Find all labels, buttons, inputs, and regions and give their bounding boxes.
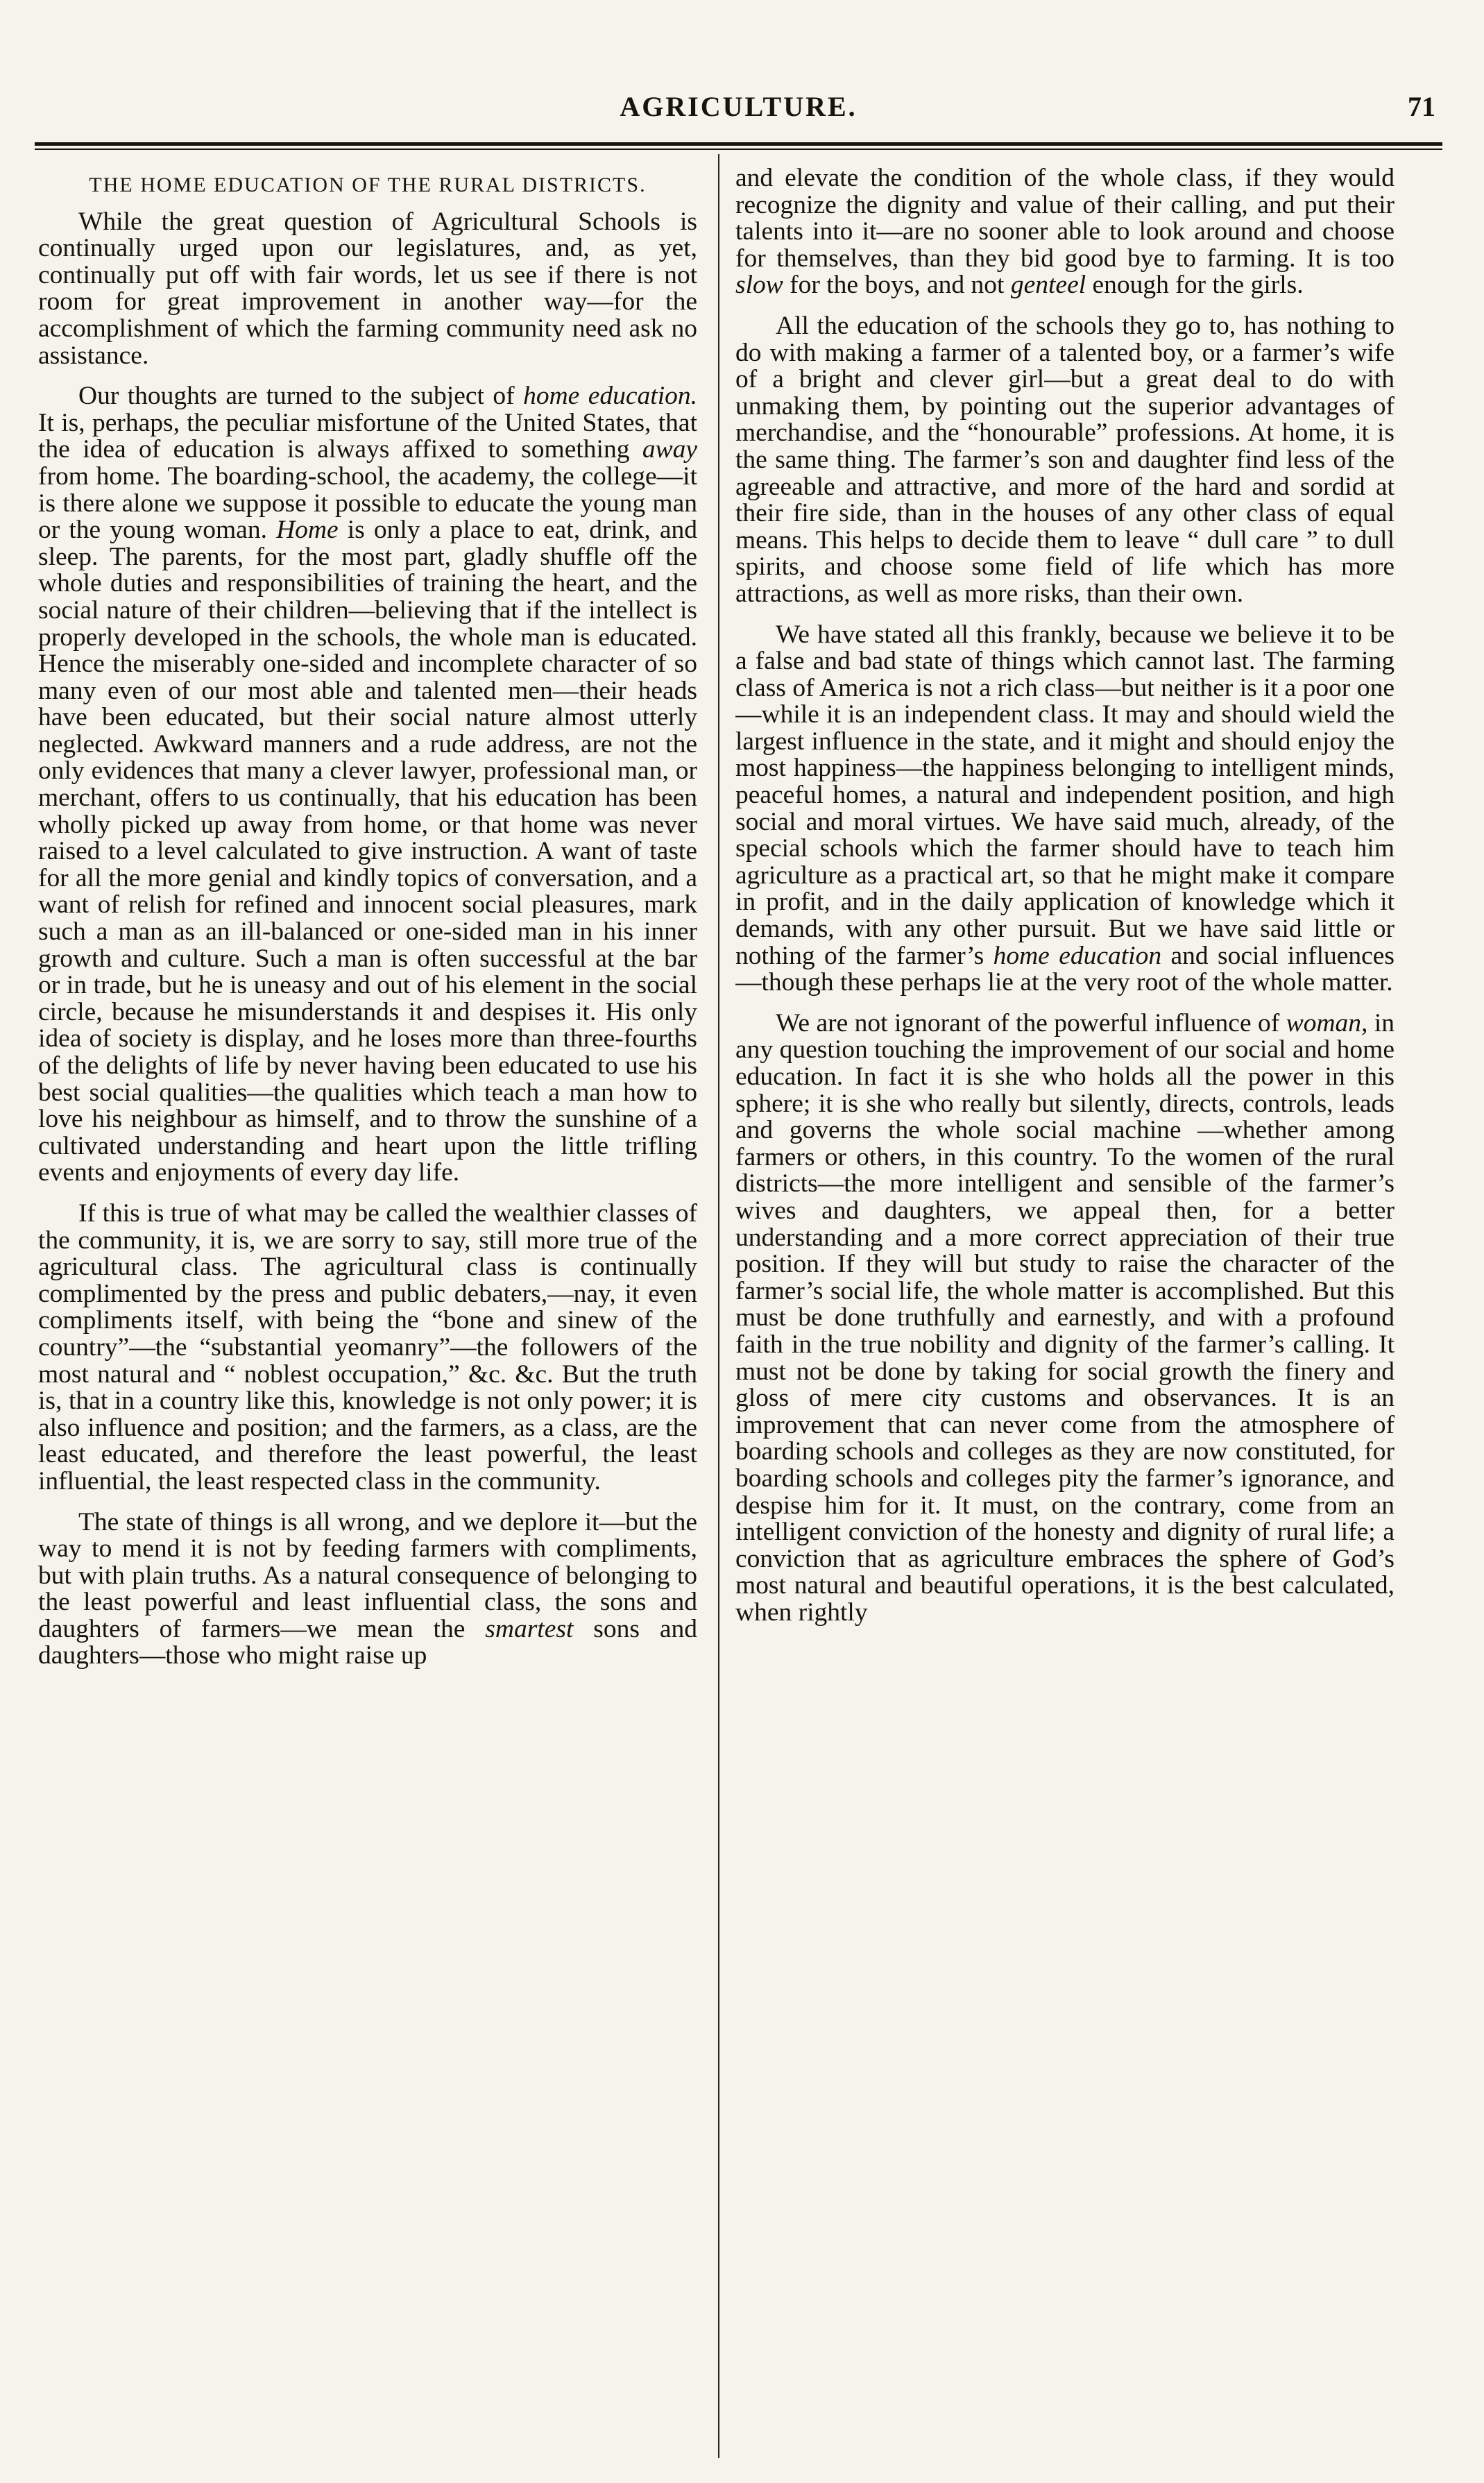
article-heading: THE HOME EDUCATION OF THE RURAL DISTRICTS. (89, 173, 647, 196)
running-title: AGRICULTURE. (620, 91, 858, 122)
header-rule-thick (35, 142, 1442, 146)
right-paragraph-3: We have stated all this frankly, because we believe it to be a false and bad state of things which cannot last. The farming class of America is not a rich class—but neither is it a poor one—while it is an independent class. It may and should wield the largest influence in the state, and it might and should enjoy the most happiness—the happiness belonging to intelligent minds, peaceful homes, a natural and independent position, and high social and moral virtues. We have said much, already, of the special schools which the farmer should have to teach him agriculture as a practical art, so that he might make it compare in profit, and in the daily application of knowledge which it demands, with any other pursuit. But we have said little or nothing of the farmer’s home education and social influences—though these perhaps lie at the very root of the whole matter. (735, 620, 1395, 997)
left-paragraph-4: The state of things is all wrong, and we deplore it—but the way to mend it is not by feeding farmers with compliments, but with plain truths. As a natural consequence of belonging to the least powerful and least influential class, the sons and daughters of farmers—we mean the smartest sons and daughters—those who might raise up (38, 1507, 697, 1670)
right-column (735, 165, 1395, 2469)
left-paragraph-3: If this is true of what may be called the wealthier classes of the community, it is, we are sorry to say, still more true of the agricultural class. The agricultural class is continually complimented by the press and public debaters,—nay, it even compliments itself, with being the “bone and sinew of the country”—the “substantial yeomanry”—the followers of the most natural and “ noblest occupation,” &c. &c. But the truth is, that in a country like this, knowledge is not only power; it is also influence and position; and the farmers, as a class, are the least educated, and therefore the least powerful, the least influential, the least respected class in the community. (38, 1198, 697, 1495)
left-paragraph-1: While the great question of Agricultural Schools is continually urged upon our legislatures, and, as yet, continually put off with fair words, let us see if there is not room for great improvement in another way—for the accomplishment of which the farming community need ask no assistance. (38, 207, 697, 370)
right-paragraph-4: We are not ignorant of the powerful influence of woman, in any question touching the improvement of our social and home education. In fact it is she who holds all the power in this sphere; it is she who really but silently, directs, controls, leads and governs the whole social machine —whether among farmers or others, in this country. To the women of the rural districts—the more intelligent and sensible of the farmer’s wives and daughters, we appeal then, for a better understanding and a more correct appreciation of their true position. If they will but study to raise the character of the farmer’s social life, the whole matter is accomplished. But this must be done truthfully and earnestly, and with a profound faith in the true nobility and dignity of the farmer’s calling. It must not be done by taking for social growth the finery and gloss of mere city customs and observances. It is an improvement that can never come from the atmosphere of boarding schools and colleges as they are now constituted, for boarding schools and colleges pity the farmer’s ignorance, and despise him for it. It must, on the contrary, come from an intelligent conviction of the honesty and dignity of rural life; a conviction that as agriculture embraces the sphere of God’s most natural and beautiful operations, it is the best calculated, when rightly (735, 1008, 1395, 1627)
header-rule-thin (35, 149, 1442, 150)
right-paragraph-2: All the education of the schools they go to, has nothing to do with making a farmer of a talented boy, or a farmer’s wife of a bright and clever girl—but a great deal to do with unmaking them, by pointing out the superior advantages of merchandise, and the “honourable” professions. At home, it is the same thing. The farmer’s son and daughter find less of the agreeable and attractive, and more of the hard and sordid at their fire side, than in the houses of any other class of equal means. This helps to decide them to leave “ dull care ” to dull spirits, and choose some field of life which has more attractions, as well as more risks, than their own. (735, 311, 1395, 608)
page-number: 71 (1408, 91, 1435, 122)
left-paragraph-2: Our thoughts are turned to the subject of home education. It is, perhaps, the peculiar misfortune of the United States, that the idea of education is always affixed to something away from home. The boarding-school, the academy, the college—it is there alone we suppose it possible to educate the young man or the young woman. Home is only a place to eat, drink, and sleep. The parents, for the most part, gladly shuffle off the whole duties and responsibilities of training the heart, and the social nature of their children—believing that if the intellect is properly developed in the schools, the whole man is educated. Hence the miserably one-sided and incomplete character of so many even of our most able and talented men—their heads have been educated, but their social nature almost utterly neglected. Awkward manners and a rude address, are not the only evidences that many a clever lawyer, professional man, or merchant, offers to us continually, that his education has been wholly picked up away from home, or that home was never raised to a level calculated to give instruction. A want of taste for all the more genial and kindly topics of conversation, and a want of relish for refined and innocent social pleasures, mark such a man as an ill-balanced or one-sided man in his inner growth and culture. Such a man is often successful at the bar or in trade, but he is uneasy and out of his element in the social circle, because he misunderstands it and despises it. His only idea of society is display, and he loses more than three-fourths of the delights of life by never having been educated to use his best social qualities—the qualities which teach a man how to love his neighbour as himself, and to throw the sunshine of a cultivated understanding and heart upon the little trifling events and enjoyments of every day life. (38, 382, 697, 1187)
right-paragraph-1: and elevate the condition of the whole class, if they would recognize the dignity and value of their calling, and put their talents into it—are no sooner able to look around and choose for themselves, than they bid good bye to farming. It is too slow for the boys, and not genteel enough for the girls. (735, 165, 1395, 300)
left-column (38, 165, 697, 2469)
column-divider (718, 154, 719, 2458)
running-head (35, 90, 1442, 139)
